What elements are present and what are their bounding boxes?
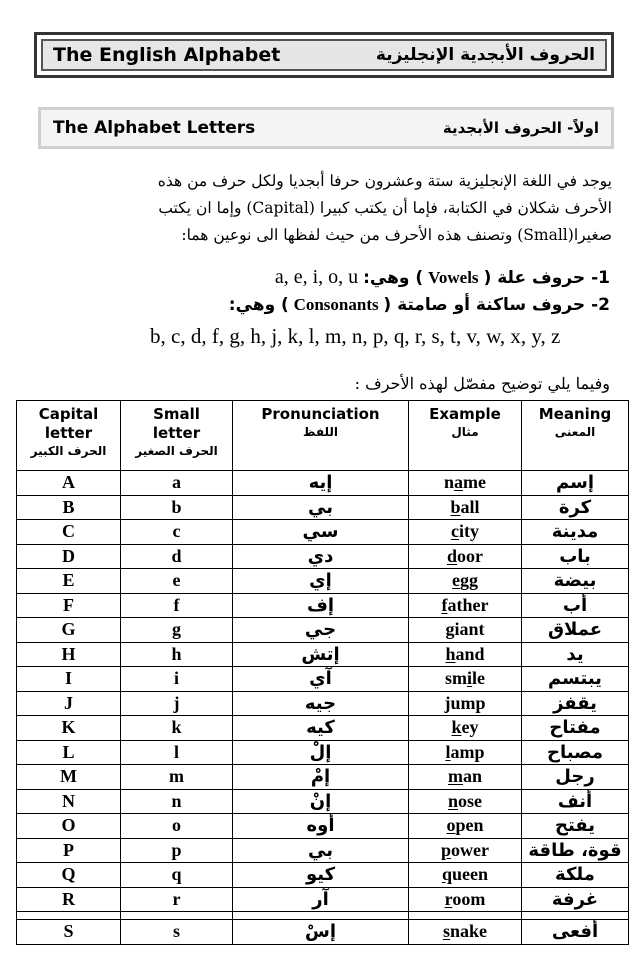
banner-inner [41,39,607,71]
table-row [17,740,629,765]
example-cell [409,863,522,888]
pronunciation-cell: آر [233,887,409,912]
example-key-letter: c [451,521,459,542]
table-header-row [17,401,629,471]
capital-letter-cell: G [17,618,121,643]
example-cell [409,789,522,814]
banner-title-ar: الحروف الأبجدية الإنجليزية [375,45,595,65]
header-small [121,401,233,471]
header-capital-en2: letter [44,424,93,442]
table-row [17,920,629,945]
example-suffix: gg [460,570,478,591]
meaning-cell: بيضة [522,569,629,594]
header-small-en2: letter [152,424,201,442]
header-example-ar: مثال [451,425,479,439]
pronunciation-cell: سي [233,520,409,545]
intro-line-1: يوجد في اللغة الإنجليزية ستة وعشرون حرفا أبجديا ولكل حرف من هذه [157,172,612,190]
capital-letter-cell: M [17,765,121,790]
pronunciation-cell: إسْ [233,920,409,945]
consonants-line [229,294,610,316]
example-suffix: ower [451,839,489,860]
vowels-word: Vowels [428,268,479,287]
small-letter-cell: a [121,471,233,496]
pronunciation-cell: دي [233,544,409,569]
small-letter-cell: j [121,691,233,716]
capital-letter-cell: F [17,593,121,618]
header-capital-en1: Capital [38,405,99,423]
example-key-letter: g [445,619,455,640]
example-key-letter: h [445,643,456,664]
small-letter-cell: o [121,814,233,839]
intro-line-3: صغيرا(Small) وتصنف هذه الأحرف من حيث لفظها الى نوعين هما: [181,226,612,244]
separator-cell [121,912,233,920]
small-letter-cell: g [121,618,233,643]
example-cell [409,471,522,496]
pronunciation-cell: بي [233,838,409,863]
example-suffix: oor [457,545,483,566]
meaning-cell: كرة [522,495,629,520]
meaning-cell: مفتاح [522,716,629,741]
pronunciation-cell: إيه [233,471,409,496]
pronunciation-cell: جيه [233,691,409,716]
table-row [17,765,629,790]
meaning-cell: أب [522,593,629,618]
pronunciation-cell: إلْ [233,740,409,765]
example-suffix: ump [450,692,486,713]
example-suffix: iant [454,619,485,640]
table-row [17,495,629,520]
example-prefix: n [444,472,455,493]
example-key-letter: i [466,668,472,689]
example-key-letter: a [454,472,464,493]
header-pron-ar: اللفظ [302,425,338,439]
meaning-cell: إسم [522,471,629,496]
capital-letter-cell: L [17,740,121,765]
example-cell [409,887,522,912]
example-suffix: ather [447,594,489,615]
meaning-cell: مصباح [522,740,629,765]
example-cell [409,691,522,716]
table-row [17,716,629,741]
small-letter-cell: i [121,667,233,692]
example-suffix: le [472,668,485,689]
consonants-list: b, c, d, f, g, h, j, k, l, m, n, p, q, r, s, t, v, w, x, y, z [150,324,561,348]
meaning-cell: عملاق [522,618,629,643]
section-header [38,107,614,149]
intro-line-2: الأحرف شكلان في الكتابة، فإما أن يكتب كبيرا (Capital) وإما ان يكتب [158,199,612,217]
small-letter-cell: b [121,495,233,520]
capital-letter-cell: N [17,789,121,814]
capital-letter-cell: O [17,814,121,839]
intro-paragraph [56,168,612,249]
example-suffix: nake [450,921,488,942]
table-row [17,642,629,667]
capital-letter-cell: K [17,716,121,741]
small-letter-cell: c [121,520,233,545]
capital-letter-cell: H [17,642,121,667]
pronunciation-cell: إمْ [233,765,409,790]
small-letter-cell: n [121,789,233,814]
example-key-letter: n [447,790,458,811]
table-row [17,814,629,839]
example-cell [409,520,522,545]
small-letter-cell: p [121,838,233,863]
example-key-letter: e [452,570,460,591]
pronunciation-cell: كيو [233,863,409,888]
example-key-letter: m [447,766,463,787]
separator-cell [409,912,522,920]
table-row [17,618,629,643]
example-key-letter: j [444,692,451,713]
small-letter-cell: f [121,593,233,618]
consonants-suffix: ) وهي: [228,295,289,315]
meaning-cell: باب [522,544,629,569]
meaning-cell: يفتح [522,814,629,839]
example-suffix: all [460,496,480,517]
table-row [17,471,629,496]
vowels-list: a, e, i, o, u [274,266,359,288]
consonants-prefix: 2- حروف ساكنة أو صامتة ( [383,295,610,315]
example-cell [409,618,522,643]
table-row [17,863,629,888]
pronunciation-cell: إنْ [233,789,409,814]
consonants-word: Consonants [293,295,379,314]
example-suffix: an [462,766,482,787]
vowels-prefix: 1- حروف علة ( [483,268,610,288]
example-suffix: amp [450,741,485,762]
meaning-cell: مدينة [522,520,629,545]
small-letter-cell: e [121,569,233,594]
pronunciation-cell: كيه [233,716,409,741]
example-key-letter: l [445,741,451,762]
capital-letter-cell: S [17,920,121,945]
capital-letter-cell: D [17,544,121,569]
pronunciation-cell: أوه [233,814,409,839]
pronunciation-cell: إف [233,593,409,618]
example-cell [409,920,522,945]
meaning-cell: رجل [522,765,629,790]
table-row [17,520,629,545]
vowels-line [275,266,610,289]
example-cell [409,765,522,790]
example-suffix: and [455,643,485,664]
separator-cell [17,912,121,920]
example-cell [409,667,522,692]
table-body [17,471,629,945]
meaning-cell: ملكة [522,863,629,888]
separator-cell [233,912,409,920]
header-meaning [522,401,629,471]
header-small-ar: الحرف الصغير [135,444,218,458]
pronunciation-cell: آي [233,667,409,692]
example-cell [409,569,522,594]
example-suffix: ose [458,790,482,811]
pronunciation-cell: بي [233,495,409,520]
example-suffix: me [463,472,486,493]
meaning-cell: أفعى [522,920,629,945]
small-letter-cell: k [121,716,233,741]
example-suffix: oom [452,888,486,909]
banner-title-en: The English Alphabet [53,44,281,66]
header-example [409,401,522,471]
capital-letter-cell: E [17,569,121,594]
table-row [17,887,629,912]
pronunciation-cell: إتش [233,642,409,667]
small-letter-cell: q [121,863,233,888]
page-banner [34,32,614,78]
example-prefix: sm [444,668,467,689]
example-key-letter: o [446,815,456,836]
example-key-letter: f [441,594,448,615]
table-row [17,569,629,594]
example-key-letter: d [446,545,457,566]
example-key-letter: p [441,839,452,860]
example-key-letter: k [451,717,462,738]
example-key-letter: r [444,888,453,909]
example-key-letter: s [442,921,450,942]
capital-letter-cell: J [17,691,121,716]
capital-letter-cell: Q [17,863,121,888]
header-pron-en: Pronunciation [261,405,380,423]
capital-letter-cell: C [17,520,121,545]
table-row [17,667,629,692]
table-row [17,789,629,814]
small-letter-cell: r [121,887,233,912]
example-cell [409,838,522,863]
capital-letter-cell: R [17,887,121,912]
header-capital-ar: الحرف الكبير [30,444,107,458]
header-capital [17,401,121,471]
small-letter-cell: m [121,765,233,790]
section-title-en: The Alphabet Letters [53,118,256,138]
header-small-en1: Small [153,405,200,423]
meaning-cell: يبتسم [522,667,629,692]
meaning-cell: يقفز [522,691,629,716]
example-cell [409,495,522,520]
small-letter-cell: l [121,740,233,765]
meaning-cell: أنف [522,789,629,814]
example-suffix: ey [461,717,479,738]
table-row [17,691,629,716]
small-letter-cell: h [121,642,233,667]
example-cell [409,642,522,667]
table-row [17,838,629,863]
table-row [17,544,629,569]
vowels-suffix: ) وهي: [363,268,424,288]
table-row [17,593,629,618]
section-title-ar: اولاً- الحروف الأبجدية [442,119,599,137]
example-cell [409,593,522,618]
example-cell [409,544,522,569]
example-cell [409,716,522,741]
small-letter-cell: d [121,544,233,569]
header-pronunciation [233,401,409,471]
meaning-cell: قوة، طاقة [522,838,629,863]
capital-letter-cell: A [17,471,121,496]
separator-cell [522,912,629,920]
example-suffix: pen [455,815,484,836]
capital-letter-cell: I [17,667,121,692]
small-letter-cell: s [121,920,233,945]
header-meaning-en: Meaning [538,405,612,423]
header-example-en: Example [429,405,501,423]
meaning-cell: يد [522,642,629,667]
pronunciation-cell: إي [233,569,409,594]
meaning-cell: غرفة [522,887,629,912]
example-cell [409,740,522,765]
capital-letter-cell: P [17,838,121,863]
example-suffix: ueen [452,864,488,885]
example-key-letter: q [441,864,452,885]
table-separator-row [17,912,629,920]
example-cell [409,814,522,839]
detail-note: وفيما يلي توضيح مفصّل لهذه الأحرف : [354,374,610,393]
example-suffix: ity [459,521,479,542]
pronunciation-cell: جي [233,618,409,643]
example-key-letter: b [450,496,461,517]
capital-letter-cell: B [17,495,121,520]
alphabet-table [16,400,629,945]
header-meaning-ar: المعنى [554,425,596,439]
